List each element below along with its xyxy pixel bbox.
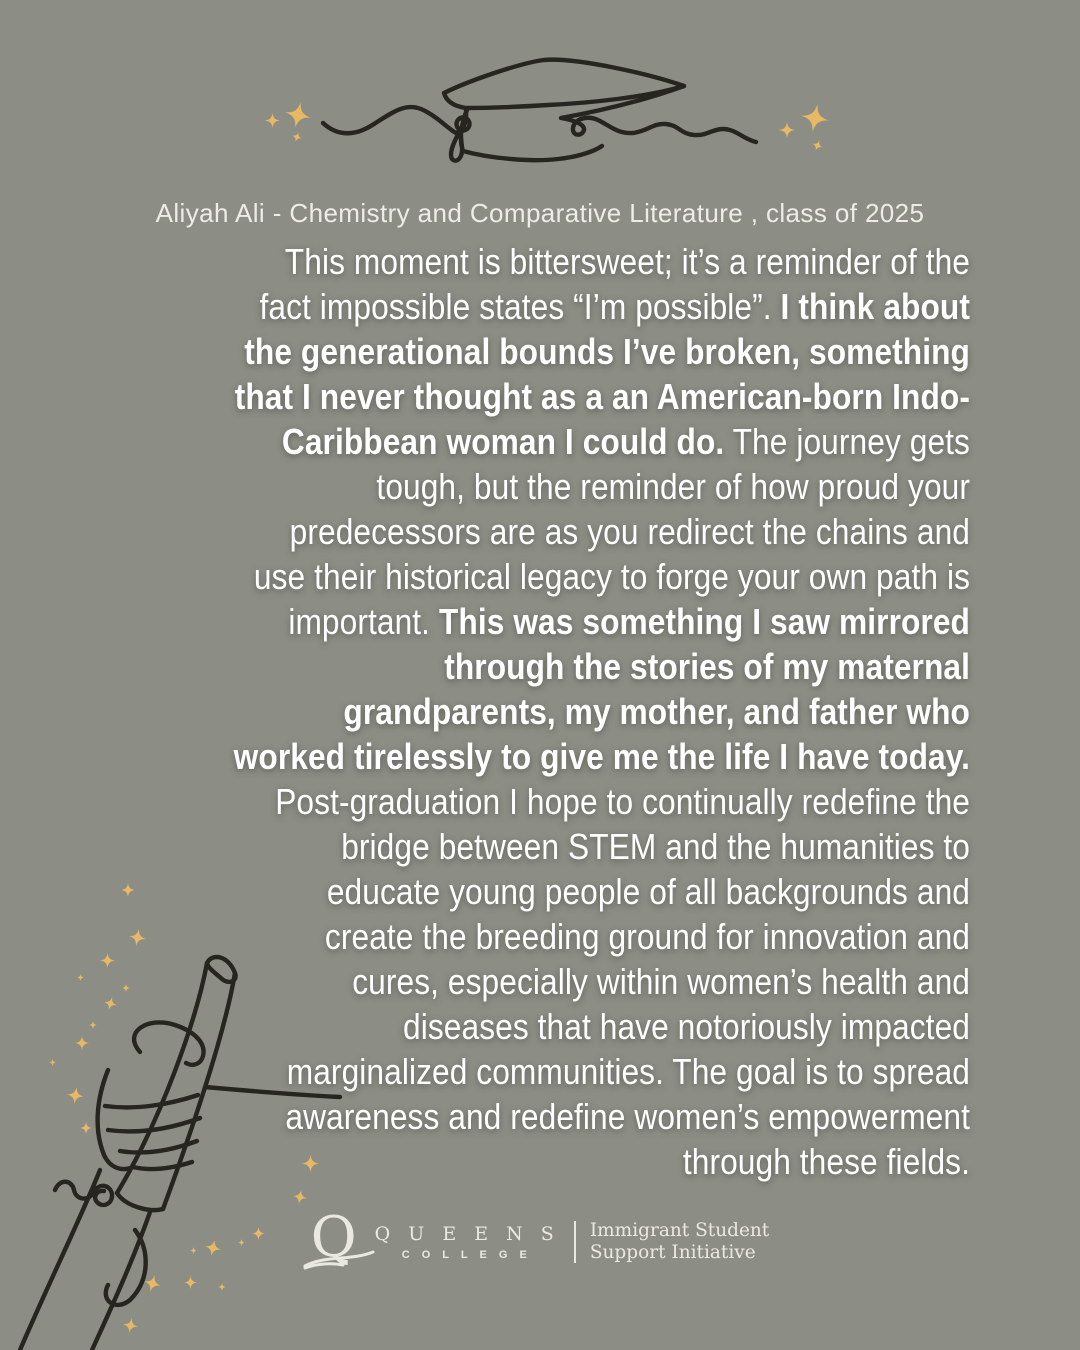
hand-holding-diploma-illustration bbox=[0, 940, 360, 1350]
quote-segment: Post-graduation I hope to continually redefine the bridge between STEM and the humanities to educate young people of all backgrounds and create the breeding ground for innovation and cures, especially within women’s health and diseases that have notoriously impacted marginalized communities. The goal is to spread awareness and redefine women’s empowerment through these fields. bbox=[275, 781, 971, 1182]
sparkle-icon bbox=[302, 1155, 319, 1172]
sparkle-icon bbox=[122, 984, 130, 992]
sparkle-icon bbox=[89, 1021, 97, 1029]
sparkle-icon bbox=[292, 1189, 308, 1205]
q-swoosh-icon bbox=[303, 1250, 375, 1270]
program-name bbox=[590, 1220, 769, 1264]
sparkle-icon bbox=[77, 974, 84, 981]
quote-segment: I think about the generational bounds I’ve broken, something that I never thought as a an American-born Indo-Caribbean woman I could do. bbox=[234, 286, 970, 462]
quote-segment: This was something I saw mirrored through the stories of my maternal grandparents, my mother, and father who worked tirelessly to give me the life I have today. bbox=[233, 601, 971, 777]
q-letter: Q bbox=[310, 1205, 357, 1270]
sparkle-icon bbox=[283, 100, 314, 131]
program-line2: Support Initiative bbox=[589, 1241, 756, 1263]
queens-college-logo bbox=[0, 1205, 1080, 1272]
college-text: C O L L E G E bbox=[401, 1248, 532, 1261]
sparkle-icon bbox=[265, 113, 280, 128]
program-line1: Immigrant Student bbox=[589, 1219, 770, 1241]
quote-segment: The journey gets tough, but the reminder of how proud your predecessors are as you redirect the chains and use their historical legacy to forge your own path is important. bbox=[253, 421, 970, 642]
sparkle-icon bbox=[779, 122, 795, 138]
sparkle-icon bbox=[80, 1122, 92, 1134]
college-wordmark bbox=[369, 1223, 560, 1261]
sparkle-icon bbox=[75, 1036, 89, 1050]
sparkle-icon bbox=[100, 953, 115, 968]
sparkle-icon bbox=[127, 927, 147, 947]
sparkle-icon bbox=[142, 1273, 163, 1294]
sparkle-icon bbox=[49, 1059, 56, 1066]
q-mark-icon bbox=[310, 1205, 363, 1272]
byline: Aliyah Ali - Chemistry and Comparative Literature , class of 2025 bbox=[155, 198, 925, 228]
logo-divider bbox=[574, 1221, 576, 1263]
quote-segment: This moment is bittersweet; it’s a reminder of the fact impossible states “I’m possible”. bbox=[259, 241, 970, 327]
sparkle-icon bbox=[799, 102, 831, 134]
sparkle-icon bbox=[65, 1085, 84, 1104]
sparkle-icon bbox=[102, 995, 118, 1011]
queens-text: Q U E E N S bbox=[374, 1222, 560, 1245]
sparkle-icon bbox=[218, 1283, 226, 1291]
graduation-cap-illustration bbox=[0, 40, 1080, 220]
sparkle-icon bbox=[121, 1316, 138, 1333]
sparkle-icon bbox=[184, 1276, 197, 1289]
sparkle-icon bbox=[121, 883, 135, 897]
